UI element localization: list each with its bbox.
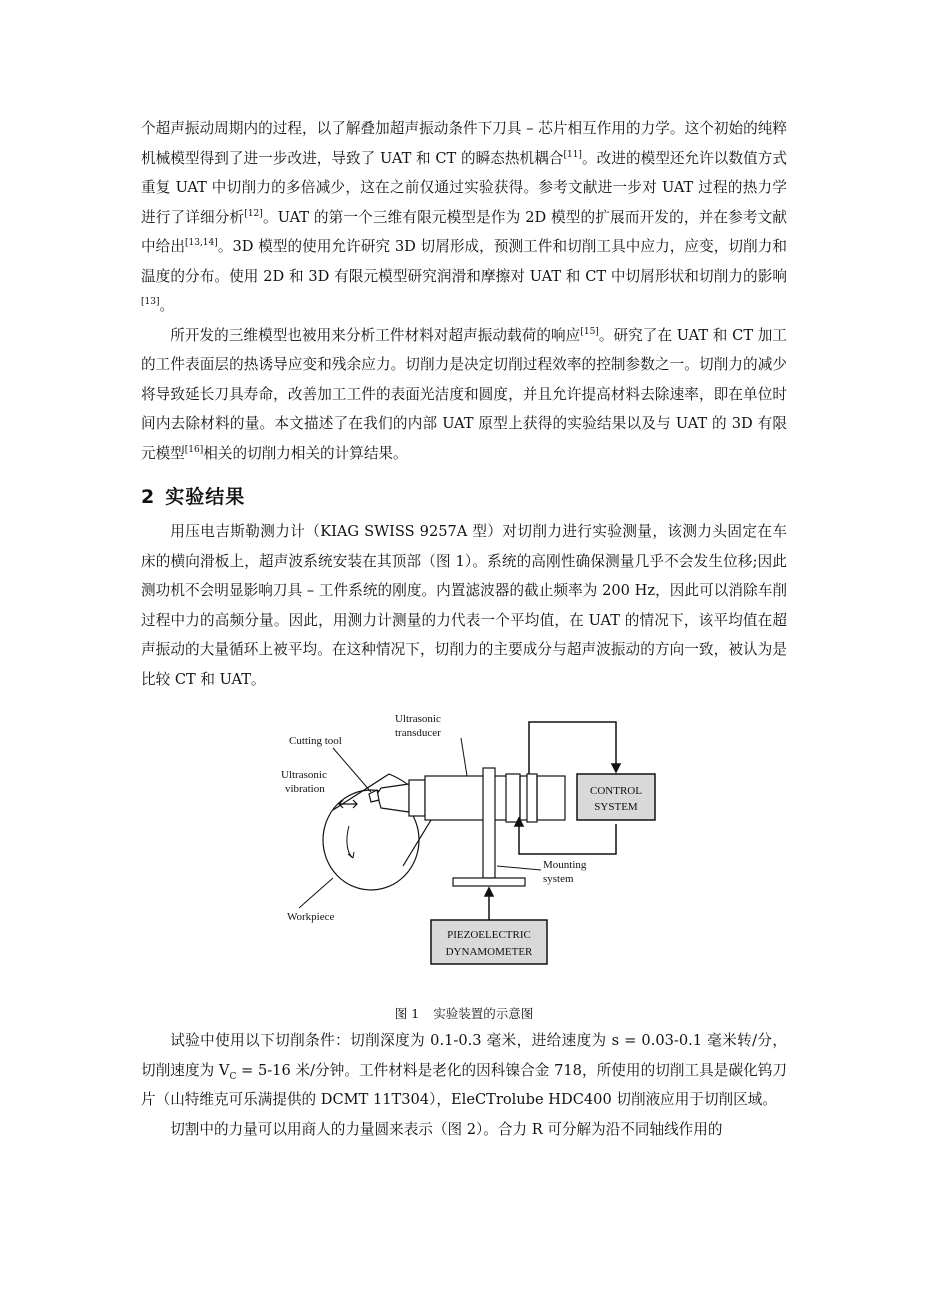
text-run: 试验中使用以下切削条件：切削深度为 0.1-0.3 毫米，进给速度为 s = 0.03-0.1 毫米转/分，切削速度为 V	[141, 1032, 787, 1079]
text-run: 所开发的三维模型也被用来分析工件材料对超声振动载荷的响应	[170, 326, 581, 344]
text-run: 用压电吉斯勒测力计（KIAG SWISS 9257A 型）对切削力进行实验测量，该测力头固定在车床的横向滑板上，超声波系统安装在其顶部（图 1）。系统的高刚性确保测量几乎不会发生位移;因此测功机不会明显影响刀具 – 工件系统的刚度。内置滤波器的截止频率为 200 Hz，因此可以消除车削过程中力的高频分量。因此，用测力计测量的力代表一个平均值，在 UAT 的情况下，该平均值在超声振动的大量循环上被平均。在这种情况下，切削力的主要成分与超声波振动的方向一致，被认为是比较 CT 和 UAT。	[141, 523, 787, 688]
paragraph	[141, 1026, 787, 1115]
citation-ref: [15]	[580, 326, 599, 337]
intro-paragraphs	[141, 114, 787, 468]
citation-ref: [13]	[141, 297, 160, 308]
paragraph	[141, 517, 787, 694]
citation-ref: [11]	[563, 149, 582, 160]
text-run: 相关的切削力相关的计算结果。	[203, 444, 408, 462]
citation-ref: [12]	[244, 208, 263, 219]
text-run: 。UAT 的第一个三维有限元模型是作为 2D 模型的扩展而开发的，并在参考文献中给出	[141, 208, 787, 255]
citation-ref: [16]	[184, 444, 204, 455]
transducer-label-1: Ultrasonic	[395, 713, 441, 725]
text-run: = 5-16 米/分钟。工件材料是老化的因科镍合金 718，所使用的切削工具是碳化钨刀片（山特维克可乐满提供的 DCMT 11T304），EleCTrolube HDC400 切削液应用于切削区域。	[141, 1061, 787, 1108]
text-run: 切割中的力量可以用商人的力量圆来表示（图 2）。合力 R 可分解为沿不同轴线作用的	[170, 1120, 723, 1138]
subscript: C	[229, 1071, 237, 1082]
section-title: 实验结果	[165, 486, 246, 508]
piezo-label-2: DYNAMOMETER	[445, 946, 533, 958]
control-system-label-2: SYSTEM	[594, 801, 638, 813]
figure-caption-label: 图 1	[394, 1006, 420, 1021]
figure-1	[141, 708, 787, 998]
section-heading	[141, 482, 787, 509]
section-number: 2	[141, 486, 156, 508]
mounting-label-2: system	[543, 873, 574, 885]
text-run: 。	[159, 297, 175, 314]
cutting-tool-leader	[333, 748, 371, 792]
paragraph	[141, 114, 787, 321]
text-run: 个超声振动周期内的过程，以了解叠加超声振动条件下刀具 – 芯片相互作用的力学。这个初始的纯粹机械模型得到了进一步改进，导致了 UAT 和 CT 的瞬态热机耦合	[141, 120, 787, 167]
figure-caption-text: 实验装置的示意图	[433, 1006, 534, 1021]
paragraph	[141, 1115, 787, 1145]
citation-ref: [13,14]	[184, 238, 218, 249]
workpiece-leader	[299, 878, 333, 908]
transducer-label-2: transducer	[395, 727, 441, 739]
experimental-setup-diagram	[271, 708, 661, 970]
mounting-leader	[497, 866, 541, 870]
paragraph	[141, 321, 787, 469]
workpiece-label: Workpiece	[287, 911, 335, 923]
conditions-paragraphs	[141, 1026, 787, 1144]
vibration-label-2: vibration	[285, 783, 325, 795]
piezo-label-1: PIEZOELECTRIC	[447, 929, 531, 941]
dynamometer-arrow	[485, 888, 493, 920]
text-run: 。3D 模型的使用允许研究 3D 切屑形成，预测工件和切削工具中应力，应变，切削力和温度的分布。使用 2D 和 3D 有限元模型研究润滑和摩擦对 UAT 和 CT 中切屑形状和切削力的影响	[141, 238, 787, 285]
text-run: 。改进的模型还允许以数值方式重复 UAT 中切削力的多倍减少，这在之前仅通过实验获得。参考文献进一步对 UAT 过程的热力学进行了详细分析	[141, 149, 787, 226]
cutting-tool-label: Cutting tool	[289, 735, 342, 747]
text-run: 。研究了在 UAT 和 CT 加工的工件表面层的热诱导应变和残余应力。切削力是决定切削过程效率的控制参数之一。切削力的减少将导致延长刀具寿命，改善加工工件的表面光洁度和圆度，并且允许提高材料去除速率，即在单位时间内去除材料的量。本文描述了在我们的内部 UAT 原型上获得的实验结果以及与 UAT 的 3D 有限元模型	[141, 326, 787, 462]
experiment-paragraphs	[141, 517, 787, 694]
mounting-label-1: Mounting	[543, 859, 587, 871]
vibration-label-1: Ultrasonic	[281, 769, 327, 781]
control-system-label-1: CONTROL	[590, 785, 642, 797]
transducer-leader	[461, 738, 467, 776]
figure-caption	[141, 1004, 787, 1022]
control-system-box	[577, 774, 655, 820]
document-page	[141, 114, 787, 1144]
